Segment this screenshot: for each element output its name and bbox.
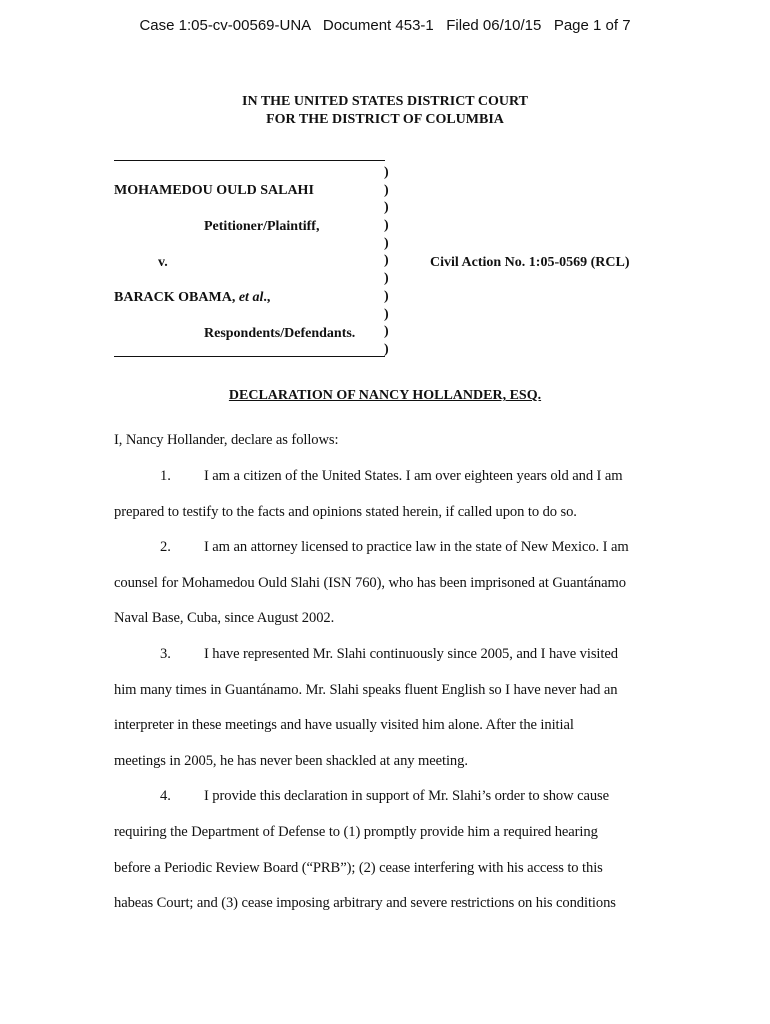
declaration-title-text: DECLARATION OF NANCY HOLLANDER, ESQ. — [228, 388, 542, 403]
paragraph-line: I am a citizen of the United States. I am over eighteen years old and I am — [204, 468, 623, 484]
court-title-line-2: FOR THE DISTRICT OF COLUMBIA — [266, 112, 504, 127]
caption-parenthesis: ) — [384, 324, 389, 340]
paragraph-number: 3. — [160, 646, 171, 662]
petitioner-role: Petitioner/Plaintiff, — [204, 219, 320, 234]
caption-bottom-rule — [114, 356, 385, 357]
caption-parenthesis-column — [384, 164, 389, 359]
court-title — [0, 93, 770, 129]
caption-parenthesis: ) — [384, 235, 389, 251]
caption-parenthesis: ) — [384, 218, 389, 234]
paragraph-line: meetings in 2005, he has never been shackled at any meeting. — [114, 752, 468, 769]
caption-parenthesis: ) — [384, 288, 389, 304]
paragraph-number: 4. — [160, 788, 171, 805]
civil-action-number: Civil Action No. 1:05-0569 (RCL) — [430, 255, 630, 270]
paragraph-line: prepared to testify to the facts and opinions stated herein, if called upon to do so. — [114, 503, 577, 520]
respondent-name-suffix: ., — [263, 290, 271, 305]
versus-label: v. — [158, 255, 168, 270]
respondent-name — [114, 290, 270, 306]
caption-parenthesis: ) — [384, 182, 389, 198]
paragraph-line: interpreter in these meetings and have usually visited him alone. After the initial — [114, 717, 574, 734]
declaration-intro: I, Nancy Hollander, declare as follows: — [114, 432, 339, 448]
paragraph-line: Naval Base, Cuba, since August 2002. — [114, 610, 335, 627]
caption-parenthesis: ) — [384, 306, 389, 322]
caption-parenthesis: ) — [384, 200, 389, 216]
paragraph-line: counsel for Mohamedou Ould Slahi (ISN 760), who has been imprisoned at Guantánamo — [114, 574, 626, 591]
respondent-name-main: BARACK OBAMA, — [114, 290, 239, 305]
paragraph-line: him many times in Guantánamo. Mr. Slahi speaks fluent English so I have never had an — [114, 681, 618, 698]
paragraph-line: I provide this declaration in support of Mr. Slahi’s order to show cause — [204, 788, 609, 805]
respondent-et-al: et al — [238, 290, 264, 305]
paragraph-line: I am an attorney licensed to practice law in the state of New Mexico. I am — [204, 539, 629, 556]
paragraph-line: habeas Court; and (3) cease imposing arbitrary and severe restrictions on his conditions — [114, 895, 616, 912]
paragraph-number: 2. — [160, 539, 171, 556]
paragraph-number: 1. — [160, 468, 171, 484]
caption-parenthesis: ) — [384, 165, 389, 180]
caption-parenthesis: ) — [384, 341, 389, 357]
ecf-header-stamp: Case 1:05-cv-00569-UNA Document 453-1 Filed 06/10/15 Page 1 of 7 — [139, 17, 631, 34]
petitioner-name: MOHAMEDOU OULD SALAHI — [114, 183, 314, 198]
caption-top-rule — [114, 160, 385, 161]
caption-parenthesis: ) — [384, 271, 389, 287]
caption-parenthesis: ) — [384, 253, 389, 269]
court-title-line-1: IN THE UNITED STATES DISTRICT COURT — [242, 94, 528, 109]
paragraph-line: before a Periodic Review Board (“PRB”); (2) cease interfering with his access to this — [114, 859, 603, 876]
paragraph-line: requiring the Department of Defense to (1) promptly provide him a required hearing — [114, 824, 598, 840]
paragraph-line: I have represented Mr. Slahi continuously since 2005, and I have visited — [204, 646, 618, 662]
respondent-role: Respondents/Defendants. — [204, 326, 356, 341]
declaration-title — [0, 388, 770, 404]
